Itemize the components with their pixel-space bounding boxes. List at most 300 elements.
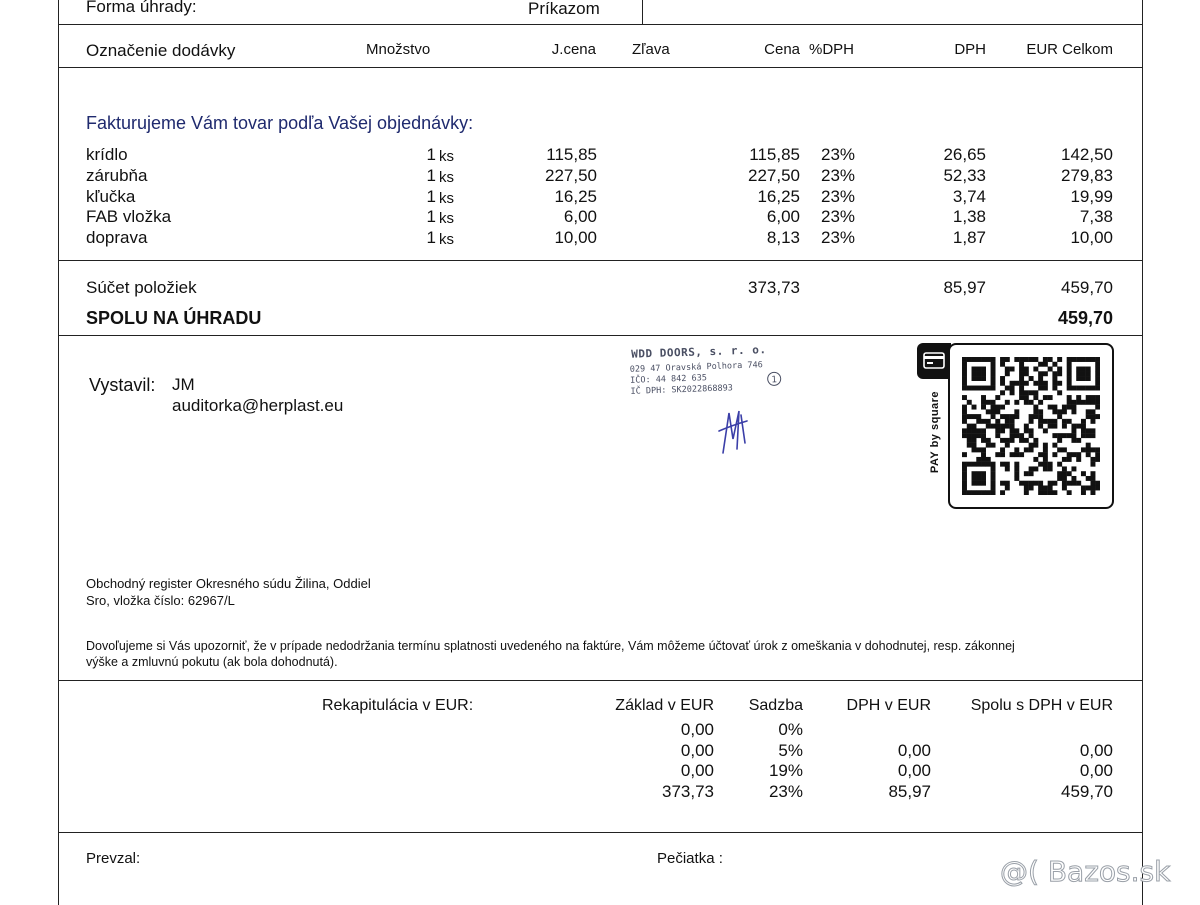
qr-module [1024,471,1029,476]
qr-module [981,367,986,372]
item-vat: 3,74 [952,187,986,206]
qr-code[interactable] [962,357,1100,495]
item-price: 6,00 [766,207,800,226]
qr-module [1043,457,1048,462]
qr-module [1019,362,1024,367]
qr-module [1095,485,1100,490]
qr-module [981,371,986,376]
divider [58,260,1143,261]
item-unit: ks [439,210,454,227]
qr-module [981,405,986,410]
col-price: Cena [764,41,800,58]
stamp-company: WDD DOORS, s. r. o. [631,343,767,361]
qr-module [976,490,981,495]
qr-module [972,438,977,443]
qr-module [1076,400,1081,405]
qr-module [1090,395,1095,400]
qr-module [1048,419,1053,424]
item-unit-price: 16,25 [554,187,597,206]
company-stamp [623,340,802,466]
qr-module [981,395,986,400]
qr-module [1081,371,1086,376]
sum-total: 459,70 [1061,278,1113,297]
qr-module [1081,386,1086,391]
qr-module [1038,481,1043,486]
qr-module [991,471,996,476]
qr-module [1071,466,1076,471]
qr-module [1095,386,1100,391]
qr-module [1024,490,1029,495]
qr-module [1043,490,1048,495]
qr-module [1076,367,1081,372]
qr-module [1071,386,1076,391]
qr-module [1019,367,1024,372]
qr-module [1029,357,1034,362]
qr-module [981,428,986,433]
qr-module [986,462,991,467]
item-vat-pct: 23% [821,166,856,185]
qr-module [1057,357,1062,362]
qr-module [976,433,981,438]
qr-module [1010,433,1015,438]
grand-total-label: SPOLU NA ÚHRADU [86,308,262,328]
qr-module [1029,481,1034,486]
qr-module [1067,490,1072,495]
qr-module [1000,462,1005,467]
qr-module [1000,490,1005,495]
qr-module [1052,362,1057,367]
qr-module [1081,376,1086,381]
qr-module [981,490,986,495]
qr-module [972,367,977,372]
qr-module [1048,462,1053,467]
qr-module [1090,490,1095,495]
qr-module [991,490,996,495]
qr-module [1090,414,1095,419]
qr-module [1005,371,1010,376]
qr-module [962,381,967,386]
qr-module [1095,381,1100,386]
payment-value: Príkazom [528,0,600,18]
qr-module [1033,443,1038,448]
qr-module [1090,457,1095,462]
qr-module [967,490,972,495]
qr-module [1071,409,1076,414]
qr-module [976,481,981,486]
qr-module [991,481,996,486]
qr-module [995,433,1000,438]
qr-module [1086,367,1091,372]
qr-module [1038,409,1043,414]
stamp-address: 029 47 Oravská Polhora 746 [629,360,763,375]
qr-module [967,400,972,405]
qr-module [1067,452,1072,457]
qr-module [1095,414,1100,419]
qr-module [1010,386,1015,391]
qr-module [1014,447,1019,452]
qr-module [981,471,986,476]
qr-module [1057,433,1062,438]
qr-module [1029,485,1034,490]
qr-module [986,357,991,362]
qr-module [1052,409,1057,414]
recap-header-total: Spolu s DPH v EUR [970,697,1113,714]
qr-module [1081,433,1086,438]
item-name: FAB vložka [86,207,172,226]
qr-module [1043,371,1048,376]
divider [642,0,643,24]
qr-module [1033,409,1038,414]
qr-module [981,447,986,452]
qr-module [1038,376,1043,381]
qr-module [1048,485,1053,490]
qr-module [1071,476,1076,481]
qr-module [1014,476,1019,481]
qr-module [976,428,981,433]
qr-module [1090,386,1095,391]
qr-module [986,400,991,405]
qr-module [986,490,991,495]
qr-module [1090,476,1095,481]
qr-module [1086,433,1091,438]
qr-module [1024,485,1029,490]
qr-module [1067,433,1072,438]
qr-module [1071,452,1076,457]
qr-module [967,424,972,429]
qr-module [986,424,991,429]
qr-module [1081,471,1086,476]
stamp-ico: IČO: 44 842 635 [630,373,708,386]
qr-module [995,452,1000,457]
qr-module [1038,424,1043,429]
qr-module [1090,462,1095,467]
qr-module [1010,390,1015,395]
recap-rate: 23% [768,782,803,801]
qr-module [1095,400,1100,405]
qr-module [1095,376,1100,381]
qr-module [967,357,972,362]
item-total: 279,83 [1061,166,1113,185]
qr-module [962,376,967,381]
qr-module [986,419,991,424]
pay-by-square-tab [917,343,951,379]
qr-module [1057,381,1062,386]
qr-module [962,419,967,424]
qr-module [1057,367,1062,372]
qr-module [962,367,967,372]
qr-module [1024,428,1029,433]
qr-module [991,405,996,410]
item-total: 142,50 [1061,145,1113,164]
qr-module [1062,485,1067,490]
qr-module [1048,481,1053,486]
sum-label: Súčet položiek [86,278,197,297]
qr-module [1086,428,1091,433]
qr-module [1010,424,1015,429]
qr-module [1014,400,1019,405]
qr-module [981,386,986,391]
qr-module [1010,419,1015,424]
qr-module [962,395,967,400]
item-vat: 52,33 [943,166,986,185]
qr-module [1010,428,1015,433]
qr-module [1029,376,1034,381]
qr-module [1071,438,1076,443]
qr-module [986,438,991,443]
qr-module [1076,376,1081,381]
qr-module [1052,443,1057,448]
item-name: krídlo [86,145,128,164]
item-name: kľučka [86,187,136,206]
qr-module [1071,424,1076,429]
qr-module [1076,357,1081,362]
qr-module [1019,433,1024,438]
qr-module [1095,405,1100,410]
qr-module [1062,471,1067,476]
item-qty: 1 [426,228,436,247]
recap-total: 0,00 [1079,741,1113,760]
qr-module [1071,357,1076,362]
qr-module [962,476,967,481]
item-qty: 1 [426,166,436,185]
qr-module [1014,452,1019,457]
grand-total-value: 459,70 [1057,308,1113,328]
qr-module [981,357,986,362]
qr-module [1033,414,1038,419]
recap-label: Rekapitulácia v EUR: [322,697,474,714]
item-name: zárubňa [86,166,148,185]
seal-label: Pečiatka : [657,850,723,867]
item-name: doprava [86,228,148,247]
qr-module [986,457,991,462]
qr-module [1081,419,1086,424]
qr-module [1000,376,1005,381]
qr-module [1081,400,1086,405]
recap-rate: 5% [778,741,803,760]
recap-base: 0,00 [680,720,714,739]
qr-module [1067,376,1072,381]
qr-module [1005,367,1010,372]
qr-module [1081,367,1086,372]
qr-module [1038,371,1043,376]
qr-module [1081,357,1086,362]
qr-module [1029,447,1034,452]
qr-module [1019,452,1024,457]
qr-module [1057,414,1062,419]
qr-module [1014,414,1019,419]
qr-module [1024,438,1029,443]
qr-module [1048,357,1053,362]
qr-module [1038,485,1043,490]
qr-module [1048,424,1053,429]
qr-module [1000,414,1005,419]
recap-vat: 85,97 [888,782,931,801]
qr-module [1095,395,1100,400]
qr-module [1090,409,1095,414]
qr-module [1038,490,1043,495]
payment-label: Forma úhrady: [86,0,197,16]
qr-module [1043,419,1048,424]
qr-module [1057,476,1062,481]
qr-module [1005,400,1010,405]
qr-module [1095,357,1100,362]
qr-module [1043,362,1048,367]
qr-module [976,462,981,467]
qr-module [1043,386,1048,391]
qr-module [981,419,986,424]
qr-module [962,471,967,476]
qr-module [1005,466,1010,471]
recap-base: 0,00 [680,741,714,760]
qr-module [1067,395,1072,400]
qr-module [991,357,996,362]
qr-module [1019,357,1024,362]
register-line-2: Sro, vložka číslo: 62967/L [86,593,235,608]
divider [58,832,1143,833]
qr-module [972,376,977,381]
qr-module [1076,457,1081,462]
qr-module [972,414,977,419]
qr-module [976,476,981,481]
qr-module [1062,424,1067,429]
col-unit-price: J.cena [551,41,596,58]
qr-code-frame [948,343,1114,509]
qr-module [972,371,977,376]
qr-module [967,438,972,443]
qr-module [1033,390,1038,395]
qr-module [1010,381,1015,386]
qr-module [1033,466,1038,471]
qr-module [1024,447,1029,452]
qr-module [962,485,967,490]
qr-module [1090,428,1095,433]
qr-module [1043,395,1048,400]
qr-module [1019,481,1024,486]
item-vat-pct: 23% [821,207,856,226]
qr-module [1057,390,1062,395]
qr-module [1029,414,1034,419]
qr-module [1071,428,1076,433]
qr-module [962,466,967,471]
notice-line-1: Dovoľujeme si Vás upozorniť, že v prípade nedodržania termínu splatnosti uvedeného na faktúre, Vám môžeme účtovať úrok z omeškania v dohodnutej, resp. zákonnej [86,639,1015,653]
qr-module [967,428,972,433]
qr-module [986,386,991,391]
qr-module [1043,452,1048,457]
issuer-name: JM [172,375,195,394]
qr-module [1005,481,1010,486]
qr-module [1043,357,1048,362]
qr-module [1014,462,1019,467]
qr-module [1043,485,1048,490]
qr-module [1062,481,1067,486]
qr-module [1062,419,1067,424]
col-total: EUR Celkom [1026,41,1113,58]
qr-module [1014,466,1019,471]
item-unit: ks [439,169,454,186]
recap-header-base: Základ v EUR [615,697,714,714]
qr-module [1038,362,1043,367]
qr-module [1086,452,1091,457]
qr-module [1057,447,1062,452]
qr-module [1005,357,1010,362]
item-qty: 1 [426,145,436,164]
qr-module [1024,357,1029,362]
qr-module [972,476,977,481]
item-unit-price: 227,50 [545,166,597,185]
recap-header-rate: Sadzba [748,697,803,714]
watermark: @( Bazos.sk [1000,855,1171,888]
qr-module [962,386,967,391]
qr-module [1010,438,1015,443]
recap-base: 373,73 [662,782,714,801]
qr-module [981,400,986,405]
issuer-label: Vystavil: [89,375,156,395]
qr-module [1038,452,1043,457]
item-vat-pct: 23% [821,228,856,247]
qr-module [1095,481,1100,486]
qr-module [1014,381,1019,386]
qr-module [995,428,1000,433]
qr-module [1067,362,1072,367]
qr-module [1005,414,1010,419]
qr-module [1029,471,1034,476]
qr-module [991,485,996,490]
qr-module [1033,481,1038,486]
item-qty: 1 [426,187,436,206]
qr-module [1076,386,1081,391]
divider [58,24,1143,25]
qr-module [1048,367,1053,372]
qr-module [1076,481,1081,486]
qr-module [991,462,996,467]
qr-module [981,462,986,467]
qr-module [1000,452,1005,457]
item-vat-pct: 23% [821,187,856,206]
qr-module [1086,409,1091,414]
qr-module [991,443,996,448]
qr-module [991,376,996,381]
qr-module [1067,481,1072,486]
qr-module [1067,367,1072,372]
qr-module [1048,466,1053,471]
item-unit: ks [439,190,454,207]
qr-module [995,424,1000,429]
qr-module [1029,466,1034,471]
qr-module [1038,414,1043,419]
qr-module [1086,400,1091,405]
qr-module [962,490,967,495]
qr-module [972,481,977,486]
qr-module [1000,405,1005,410]
qr-module [1014,471,1019,476]
qr-module [991,381,996,386]
qr-module [1071,405,1076,410]
qr-module [1095,371,1100,376]
recap-header-vat: DPH v EUR [846,697,931,714]
qr-module [962,405,967,410]
divider [58,335,1143,336]
col-vat: DPH [954,41,986,58]
qr-module [1048,405,1053,410]
qr-module [972,490,977,495]
qr-module [1005,438,1010,443]
qr-module [1005,443,1010,448]
qr-module [1010,452,1015,457]
item-vat: 1,87 [952,228,986,247]
qr-module [1062,476,1067,481]
qr-module [1019,386,1024,391]
qr-module [1052,371,1057,376]
